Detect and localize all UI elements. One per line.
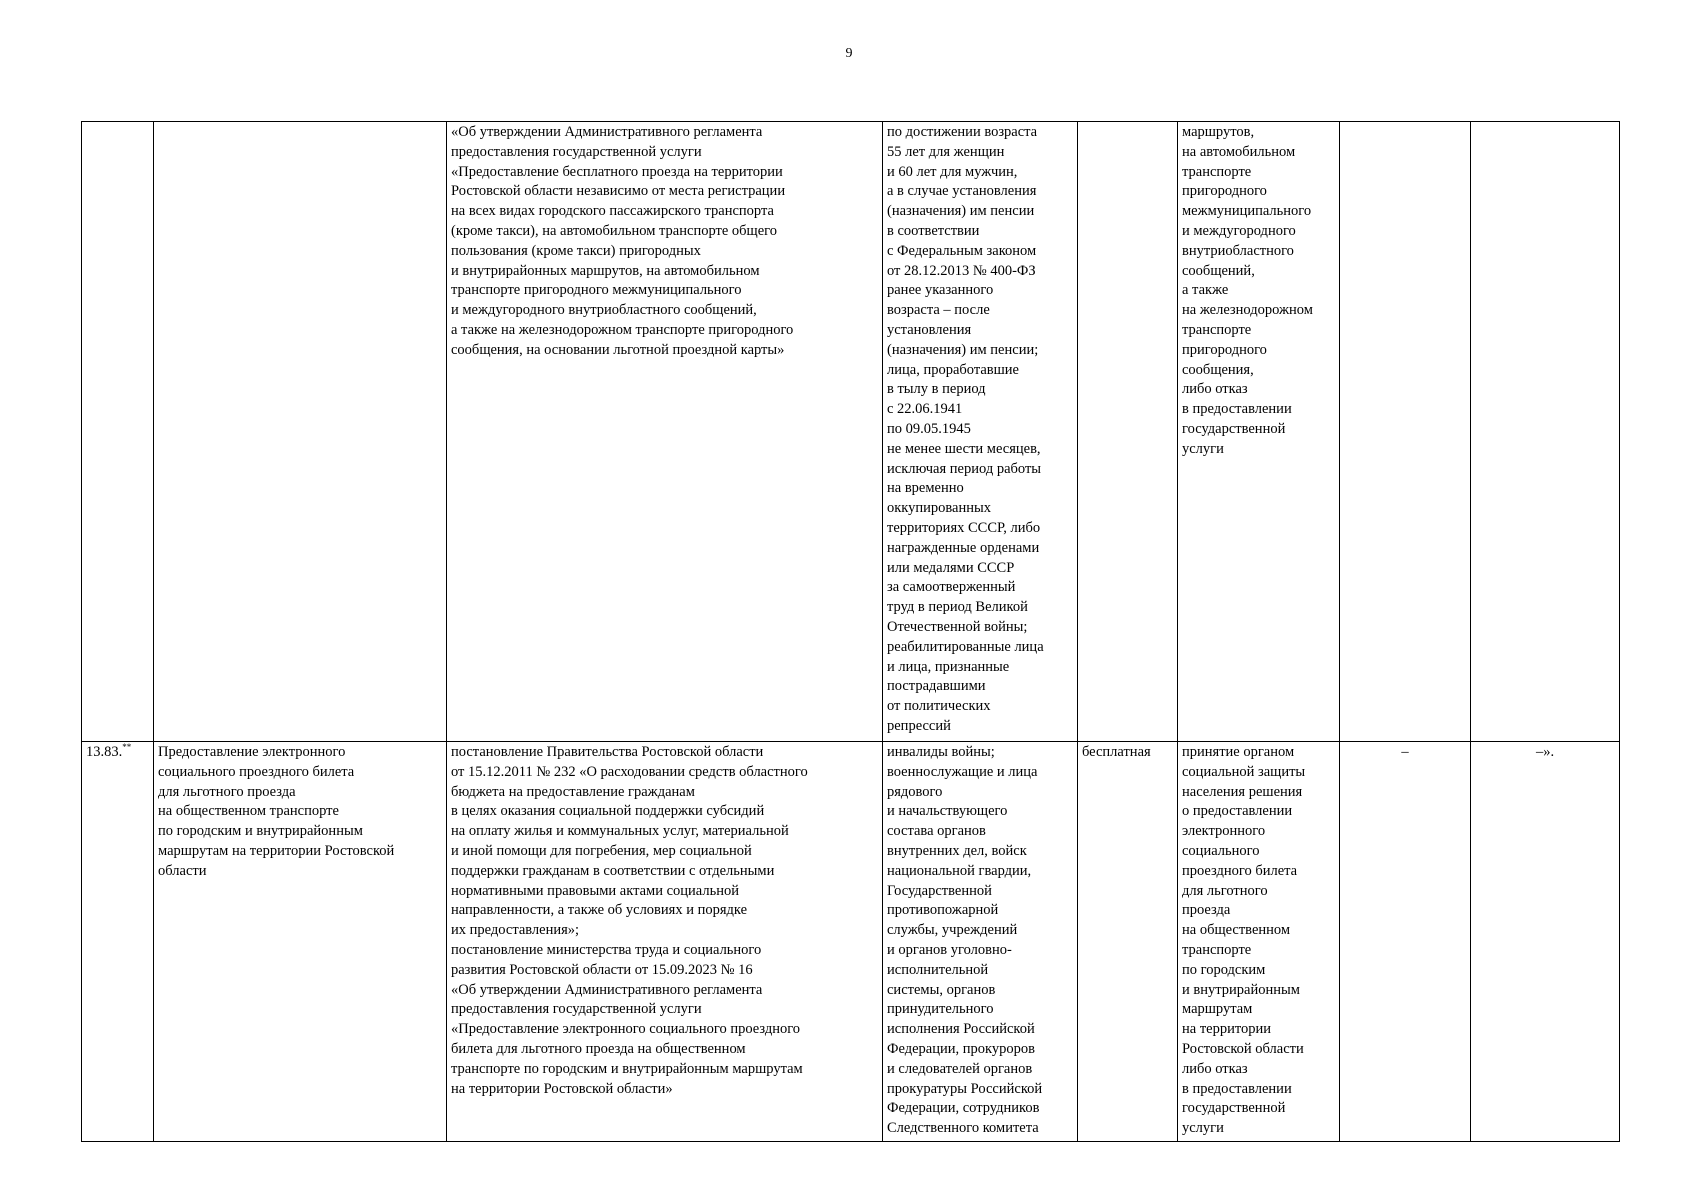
table-row [82,742,1620,1142]
cell-cost: бесплатная [1078,742,1178,1142]
page-number: 9 [845,46,853,61]
cell-result: принятие органом социальной защиты населения решения о предоставлении электронного социального проездного билета для льготного проезда на общественном транспорте по городским и внутрирайонным маршрутам на территории Ростовской области либо отказ в предоставлении государственной услуги [1178,742,1340,1142]
cell-legal-basis: «Об утверждении Административного регламента предоставления государственной услуги «Предоставление бесплатного проезда на территории Ростовской области независимо от места регистрации на всех видах городского пассажирского транспорта (кроме такси), на автомобильном транспорте общего пользования (кроме такси) пригородных и внутрирайонных маршрутов, на автомобильном транспорте пригородного межмуниципального и междугородного внутриобластного сообщений, а также на железнодорожном транспорте пригородного сообщения, на основании льготной проездной карты» [447,122,883,742]
services-table [81,121,1620,1142]
cell-service-name [154,122,447,742]
cell-service-name: Предоставление электронного социального проездного билета для льготного проезда на общественном транспорте по городским и внутрирайонным маршрутам на территории Ростовской области [154,742,447,1142]
cell-col8: –». [1471,742,1620,1142]
cell-number: 13.83.** [82,742,154,1142]
cell-col8 [1471,122,1620,742]
cell-recipients: инвалиды войны; военнослужащие и лица рядового и начальствующего состава органов внутренних дел, войск национальной гвардии, Государственной противопожарной службы, учреждений и органов уголовно- исполнительной системы, органов принудительного исполнения Российской Федерации, прокуроров и следователей органов прокуратуры Российской Федерации, сотрудников Следственного комитета [883,742,1078,1142]
cell-recipients: по достижении возраста 55 лет для женщин и 60 лет для мужчин, а в случае установления (назначения) им пенсии в соответствии с Федеральным законом от 28.12.2013 № 400-ФЗ ранее указанного возраста – после установления (назначения) им пенсии; лица, проработавшие в тылу в период с 22.06.1941 по 09.05.1945 не менее шести месяцев, исключая период работы на временно оккупированных территориях СССР, либо награжденные орденами или медалями СССР за самоотверженный труд в период Великой Отечественной войны; реабилитированные лица и лица, признанные пострадавшими от политических репрессий [883,122,1078,742]
cell-result: маршрутов, на автомобильном транспорте пригородного межмуниципального и междугородного внутриобластного сообщений, а также на железнодорожном транспорте пригородного сообщения, либо отказ в предоставлении государственной услуги [1178,122,1340,742]
cell-number [82,122,154,742]
cell-legal-basis: постановление Правительства Ростовской области от 15.12.2011 № 232 «О расходовании средств областного бюджета на предоставление гражданам в целях оказания социальной поддержки субсидий на оплату жилья и коммунальных услуг, материальной и иной помощи для погребения, мер социальной поддержки гражданам в соответствии с отдельными нормативными правовыми актами социальной направленности, а также об условиях и порядке их предоставления»; постановление министерства труда и социального развития Ростовской области от 15.09.2023 № 16 «Об утверждении Административного регламента предоставления государственной услуги «Предоставление электронного социального проездного билета для льготного проезда на общественном транспорте по городским и внутрирайонным маршрутам на территории Ростовской области» [447,742,883,1142]
cell-col7: – [1340,742,1471,1142]
cell-cost [1078,122,1178,742]
cell-col7 [1340,122,1471,742]
table-row [82,122,1620,742]
